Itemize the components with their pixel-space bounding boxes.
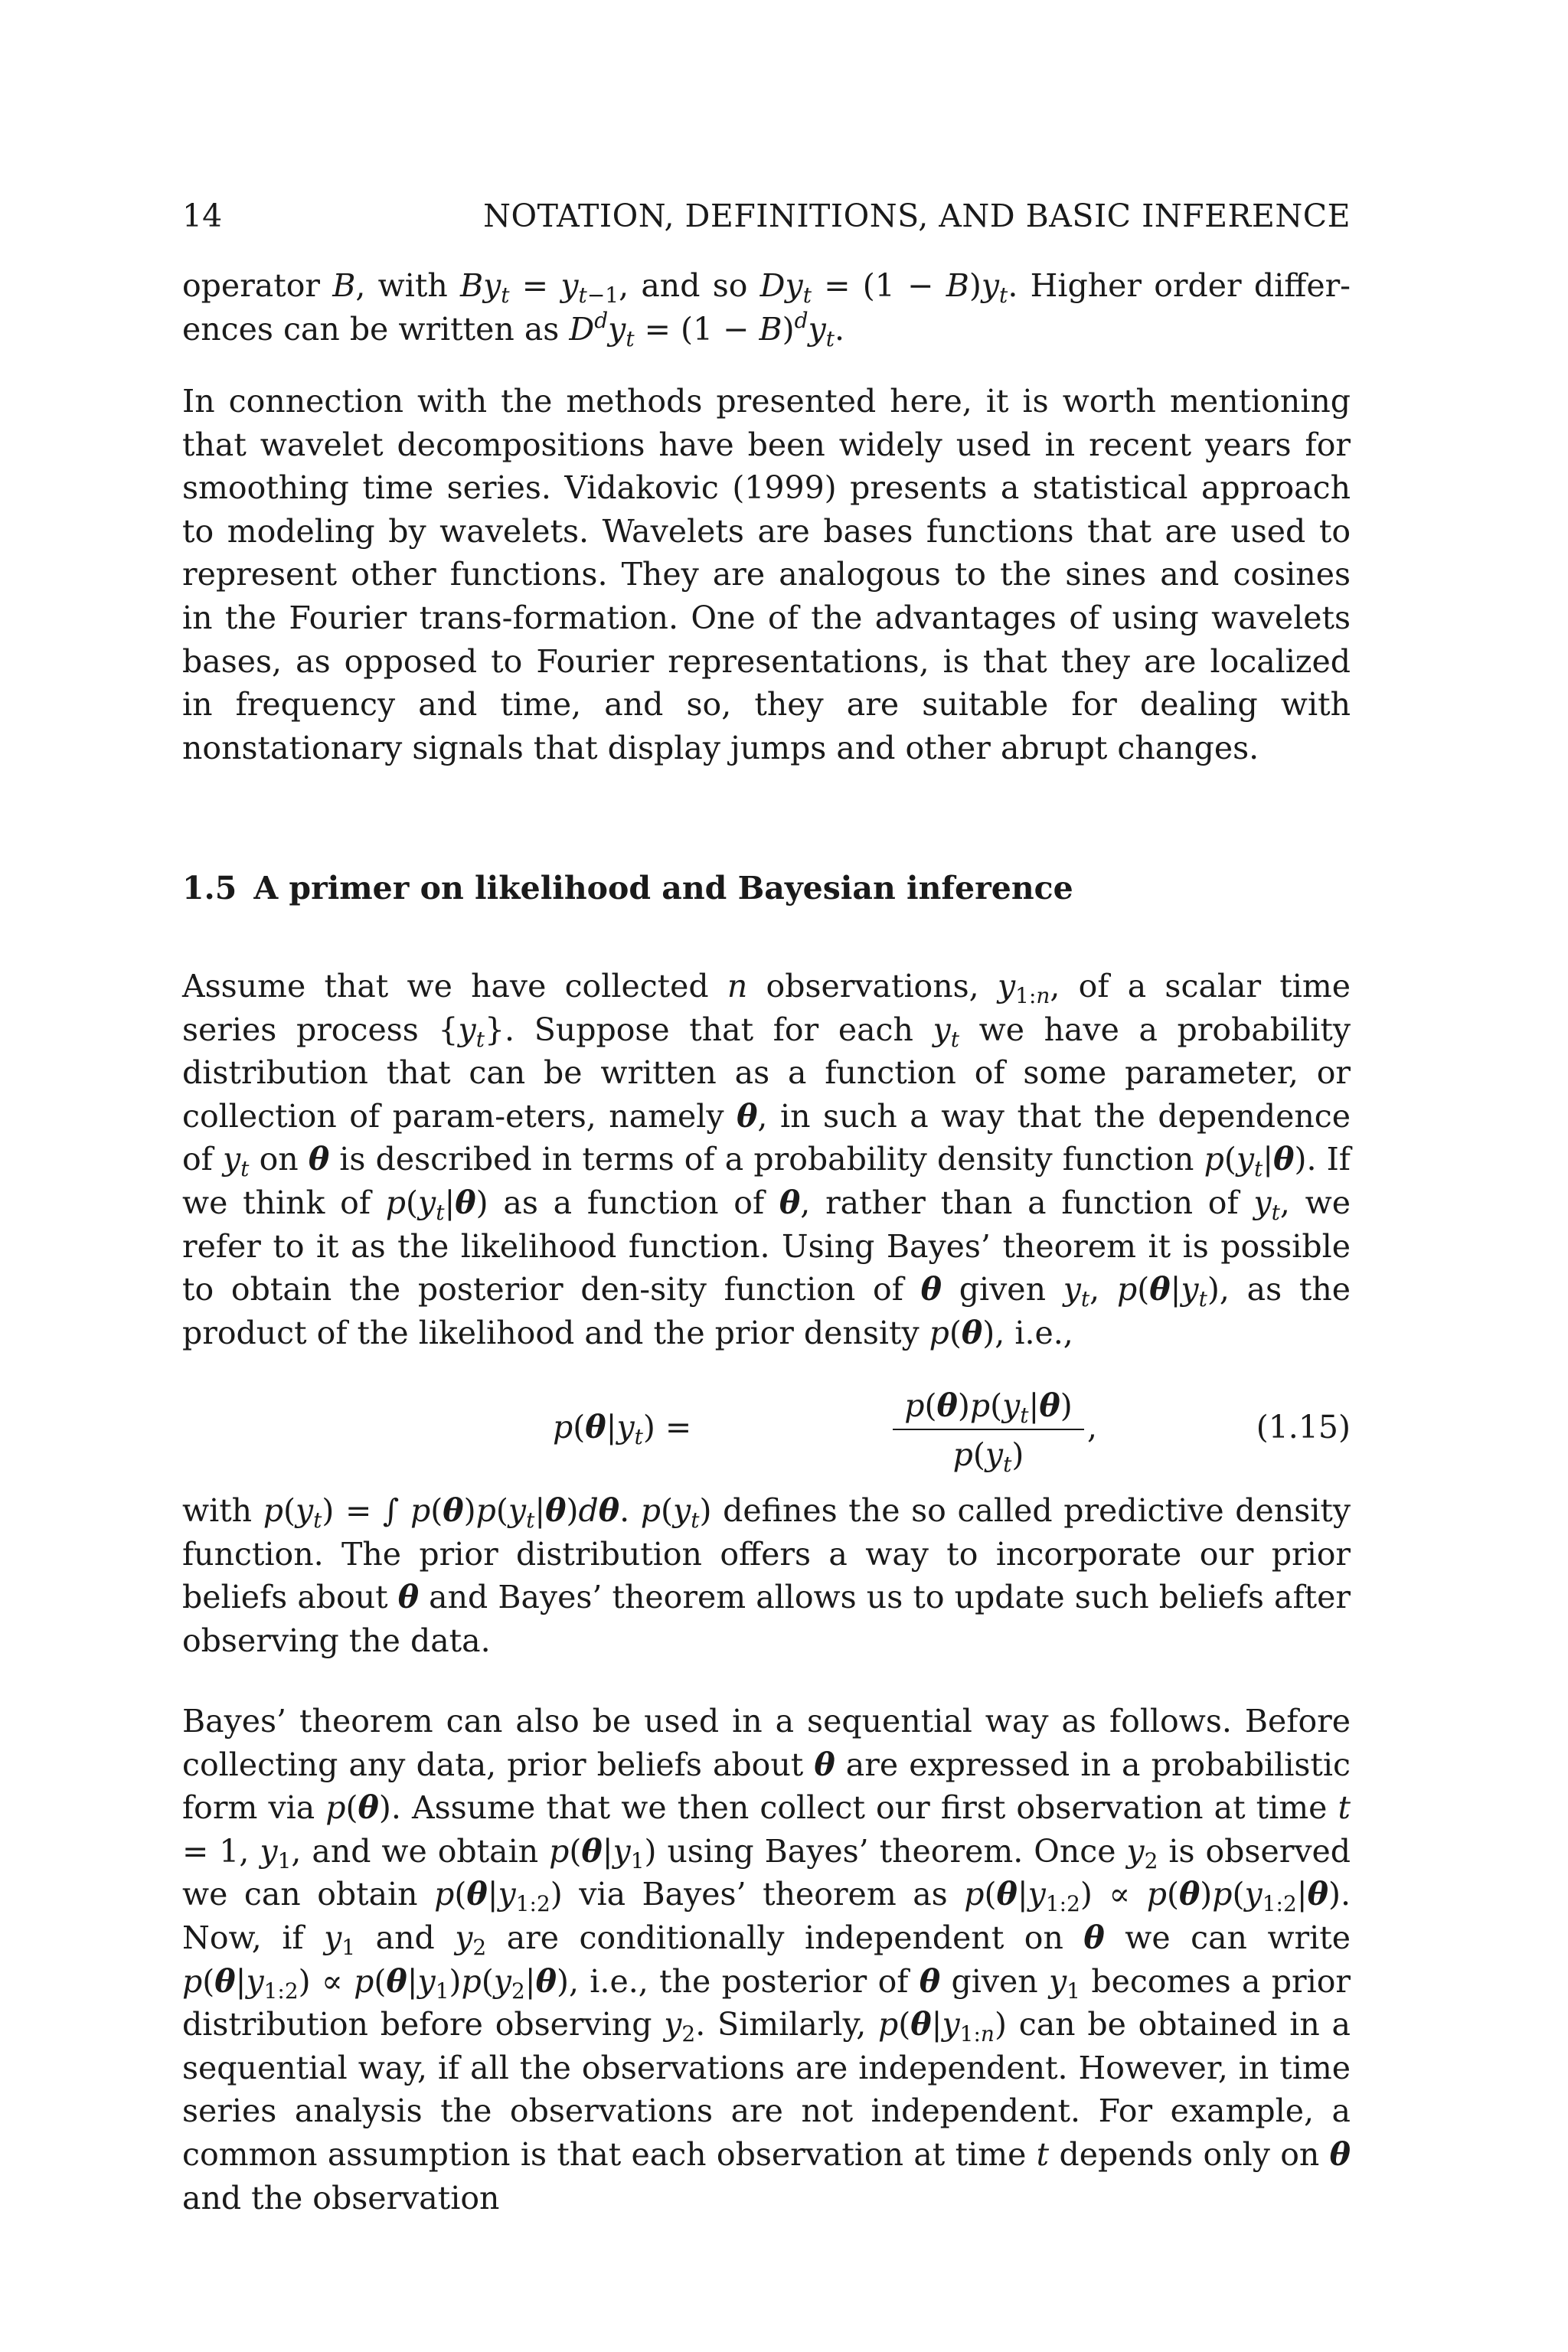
paragraph-wavelets: In connection with the methods presented here, it is worth mentioning that wavelet decompositions have been widely used in recent years for smoothing time series. Vidakovic (1999) presents a statistical approach to modeling by wavelets. Wavelets are bases functions that are used to represent other functions. They are analogous to the sines and cosines in the Fourier trans-formation. One of the advantages of using wavelets bases, as opposed to Fourier representations, is that they are localized in frequency and time, and so, they are suitable for dealing with nonstationary signals that display jumps and other abrupt changes. — [182, 383, 1351, 766]
section-title: A primer on likelihood and Bayesian inference — [253, 870, 1073, 906]
paragraph-likelihood: Assume that we have collected n observations, $y_{1:n}$, of a scalar time series process $\{y_t\}$. Suppose that for each $y_t$ we have a probability distribution that can be written as a function of some parameter, or collection of param-eters, namely θ, in such a way that the dependence of $y_t$ on θ is described in terms of a probability density function $p(y_t|\theta)$. If we think of $p(y_t|\theta)$ as a function of θ, rather than a function of $y_t$, we refer to it as the likelihood function. Using Bayes’ theorem it is possible to obtain the posterior den-sity function of θ given $y_t$, $p(\theta|y_t)$, as the product of the likelihood and the prior density p(θ), i.e., — [182, 968, 1351, 1351]
fraction-bar — [893, 1429, 1084, 1430]
paragraph-predictive-density: with $p(y_t)$ = ∫ $p(\theta)p(y_t|\theta)d\theta$. $p(y_t)$ defines the so called predictive density function. The prior distribution offers a way to incorporate our prior beliefs about θ and Bayes’ theorem allows us to update such beliefs after observing the data. — [182, 1492, 1351, 1659]
equation-bayes-theorem: $p(\theta|y_t)$ = $p(\theta)p(y_t|\theta)$ $p(y_t)$ , (1.15) — [182, 1384, 1351, 1476]
equation-number: (1.15) — [1256, 1409, 1351, 1446]
running-title: NOTATION, DEFINITIONS, AND BASIC INFERENCE — [483, 198, 1351, 234]
page-number: 14 — [182, 198, 223, 234]
equation-fraction — [893, 1384, 1084, 1476]
equation-denominator: $p(y_t)$ — [952, 1436, 1024, 1477]
section-number: 1.5 — [182, 870, 237, 906]
paragraph-sequential-bayes: Bayes’ theorem can also be used in a sequential way as follows. Before collecting any data, prior beliefs about θ are expressed in a probabilistic form via p(θ). Assume that we then collect our first observation at time t = 1, $y_1$, and we obtain $p(\theta|y_1)$ using Bayes’ theorem. Once $y_2$ is observed we can obtain $p(\theta|y_{1:2})$ via Bayes’ theorem as $p(\theta|y_{1:2}) \propto p(\theta)p(y_{1:2}|\theta)$. Now, if $y_1$ and $y_2$ are conditionally independent on θ we can write $p(\theta|y_{1:2}) \propto p(\theta|y_1)p(y_2|\theta)$, i.e., the posterior of θ given $y_1$ becomes a prior distribution before observing $y_2$. Similarly, $p(\theta|y_{1:n})$ can be obtained in a sequential way, if all the observations are independent. However, in time series analysis the observations are not independent. For example, a common assumption is that each observation at time t depends only on θ and the observation — [182, 1703, 1351, 2216]
equation-lhs: $p(\theta|y_t)$ = — [553, 1409, 692, 1449]
equation-numerator: $p(\theta)p(y_t|\theta)$ — [904, 1387, 1073, 1428]
section-heading — [182, 865, 1351, 911]
running-head — [182, 193, 1351, 239]
paragraph-backshift-operator: operator B, with $By_t = y_{t-1}$, and so $Dy_t = (1 - B)y_t$. Higher order differ-ences can be written as $D^dy_t = (1 - B)^dy_t$. — [182, 267, 1351, 351]
